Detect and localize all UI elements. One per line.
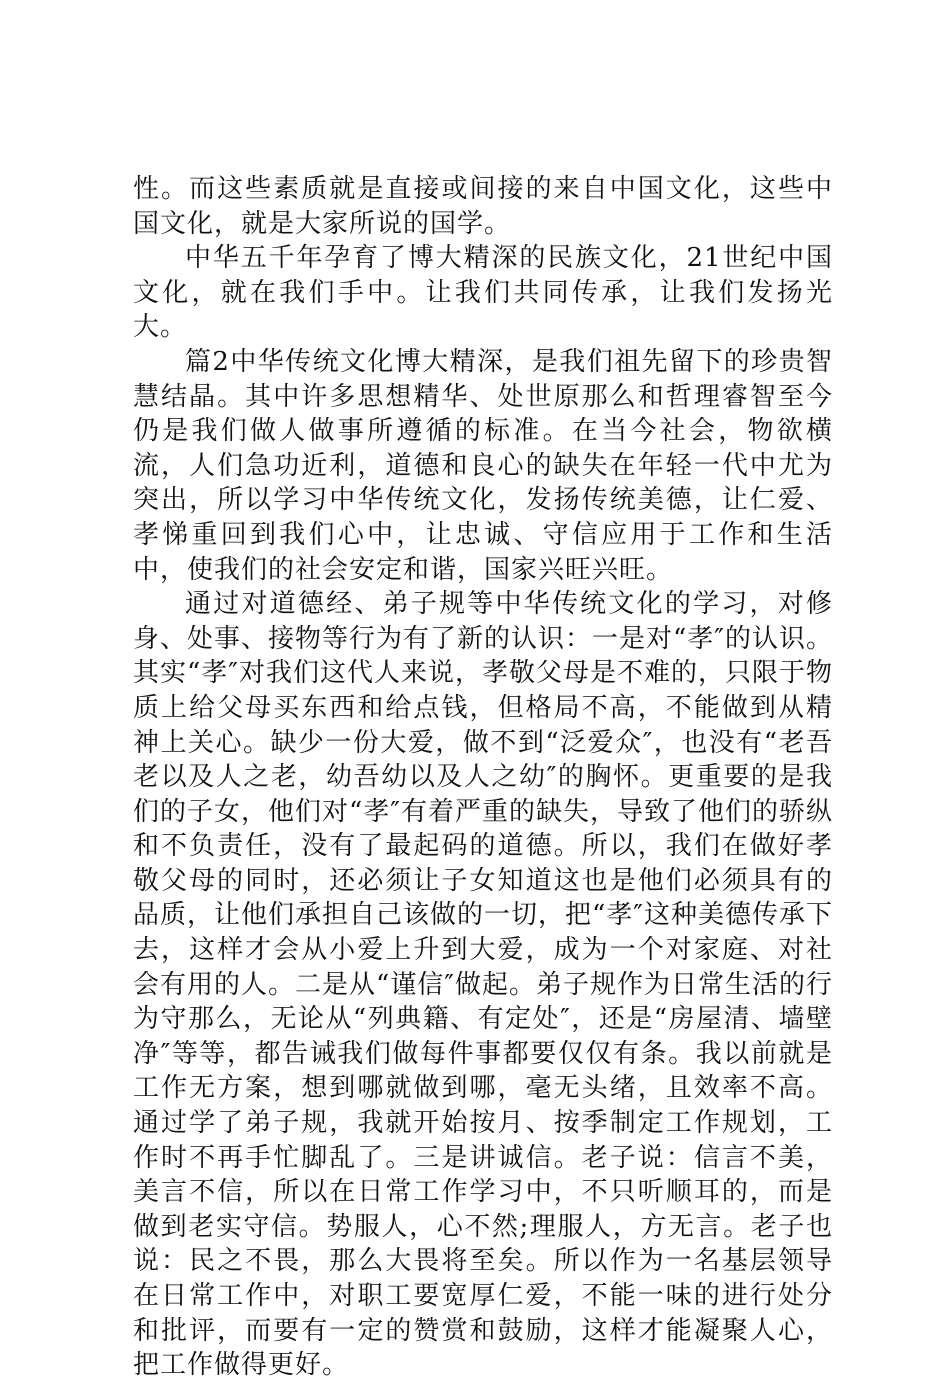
document-body	[133, 172, 833, 1383]
paragraph-chinese-culture: 中华五千年孕育了博大精深的民族文化，21世纪中国文化，就在我们手中。让我们共同传承，让我们发扬光大。	[133, 243, 833, 343]
paragraph-article-2: 篇2中华传统文化博大精深，是我们祖先留下的珍贵智慧结晶。其中许多思想精华、处世原那么和哲理睿智至今仍是我们做人做事所遵循的标准。在当今社会，物欲横流，人们急功近利，道德和良心的缺失在年轻一代中尤为突出，所以学习中华传统文化，发扬传统美德，让仁爱、孝悌重回到我们心中，让忠诚、守信应用于工作和生活中，使我们的社会安定和谐，国家兴旺兴旺。	[133, 346, 833, 585]
paragraph-learning-reflections: 通过对道德经、弟子规等中华传统文化的学习，对修身、处事、接物等行为有了新的认识：一是对“孝″的认识。其实“孝″对我们这代人来说，孝敬父母是不难的，只限于物质上给父母买东西和给点钱，但格局不高，不能做到从精神上关心。缺少一份大爱，做不到“泛爱众″，也没有“老吾老以及人之老，幼吾幼以及人之幼″的胸怀。更重要的是我们的子女，他们对“孝″有着严重的缺失，导致了他们的骄纵和不负责任，没有了最起码的道德。所以，我们在做好孝敬父母的同时，还必须让子女知道这也是他们必须具有的品质，让他们承担自己该做的一切，把“孝″这种美德传承下去，这样才会从小爱上升到大爱，成为一个对家庭、对社会有用的人。二是从“谨信″做起。弟子规作为日常生活的行为守那么，无论从“列典籍、有定处″，还是“房屋清、墙壁净″等等，都告诫我们做每件事都要仅仅有条。我以前就是工作无方案，想到哪就做到哪，毫无头绪，且效率不高。通过学了弟子规，我就开始按月、按季制定工作规划，工作时不再手忙脚乱了。三是讲诚信。老子说：信言不美，美言不信，所以在日常工作学习中，不只听顺耳的，而是做到老实守信。势服人，心不然;理服人，方无言。老子也说：民之不畏，那么大畏将至矣。所以作为一名基层领导在日常工作中，对职工要宽厚仁爱，不能一味的进行处分和批评，而要有一定的赞赏和鼓励，这样才能凝聚人心，把工作做得更好。	[133, 589, 834, 1381]
paragraph-continuation: 性。而这些素质就是直接或间接的来自中国文化，这些中国文化，就是大家所说的国学。	[133, 174, 833, 239]
